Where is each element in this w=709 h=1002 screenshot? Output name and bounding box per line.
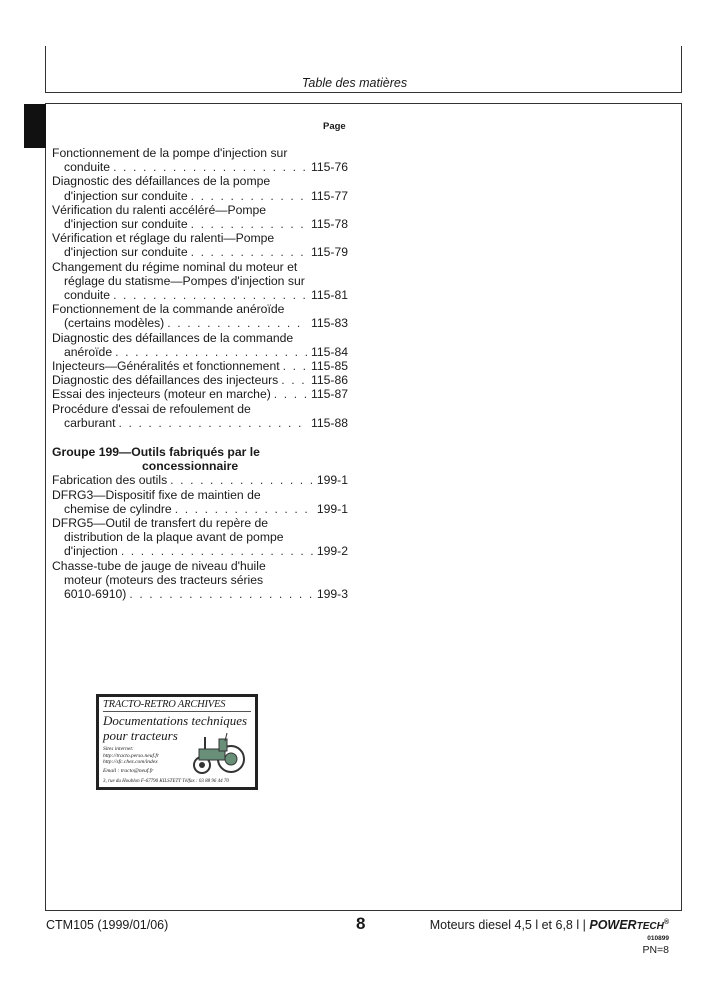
dot-leader <box>113 160 308 174</box>
toc-entry <box>52 559 348 602</box>
dot-leader <box>191 189 308 203</box>
engine-title <box>430 918 669 932</box>
toc-entry-line <box>52 488 348 502</box>
tractor-icon <box>191 731 249 775</box>
toc-entry-line <box>52 402 348 416</box>
toc-entry-text: Changement du régime nominal du moteur et <box>52 259 298 274</box>
dot-leader <box>274 387 308 401</box>
stamp-line2: pour tracteurs <box>103 728 178 743</box>
dot-leader <box>113 288 308 302</box>
toc-entry-page: 115-76 <box>310 160 348 175</box>
toc-entry-line <box>52 587 348 601</box>
toc-entry-line <box>52 302 348 316</box>
footer-rule <box>45 910 682 911</box>
page-title: Table des matières <box>301 76 408 90</box>
toc-entry <box>52 231 348 259</box>
toc-entry-text: Diagnostic des défaillances de la pompe <box>52 174 271 189</box>
toc-entry <box>52 331 348 359</box>
pn-code: PN=8 <box>642 944 669 956</box>
toc-entry-page: 199-1 <box>316 501 348 516</box>
stamp-title: TRACTO-RETRO ARCHIVES <box>103 699 251 712</box>
toc-entry <box>52 473 348 487</box>
dot-leader <box>115 345 308 359</box>
brand-logo: POWERTECH® <box>589 918 669 932</box>
toc-entry-line <box>52 559 348 573</box>
toc-entry-text: d'injection sur conduite <box>64 188 188 203</box>
toc-entry-page: 115-78 <box>310 217 348 232</box>
toc-entry-line <box>52 331 348 345</box>
toc-entry-text: moteur (moteurs des tracteurs séries <box>64 572 264 587</box>
right-border <box>681 103 682 910</box>
toc-entry <box>52 302 348 330</box>
toc-entry-text: 6010-6910) <box>64 587 127 602</box>
toc-entry-text: carburant <box>64 415 116 430</box>
toc-entry-text: Vérification du ralenti accéléré—Pompe <box>52 202 267 217</box>
toc-entry-page: 115-84 <box>310 344 348 359</box>
group-heading <box>52 445 348 473</box>
toc-entry-text: chemise de cylindre <box>64 501 172 516</box>
toc-entry-text: DFRG5—Outil de transfert du repère de <box>52 516 269 531</box>
toc-entry-text: conduite <box>64 160 111 175</box>
stamp-email: Email : tracto@neuf.fr <box>103 767 154 774</box>
toc-entry-line <box>52 373 348 387</box>
dot-leader <box>191 245 308 259</box>
section-tab-marker <box>24 104 46 148</box>
toc-entry-text: Diagnostic des défaillances des injecteurs <box>52 373 279 388</box>
toc-entry-line <box>52 231 348 245</box>
toc-entry-text: Essai des injecteurs (moteur en marche) <box>52 387 271 402</box>
toc-entry-line <box>52 160 348 174</box>
stamp-address: 3, rue du Houblon F-67790 KILSTETT Télfax : 03 88 96 44 70 <box>103 779 229 784</box>
stamp-url2: http://sfc.chez.com/index <box>103 759 158 765</box>
toc-entry <box>52 402 348 430</box>
toc-entry-text: (certains modèles) <box>64 316 165 331</box>
engine-text: Moteurs diesel 4,5 l et 6,8 l <box>429 918 580 932</box>
page-number: 8 <box>356 914 366 933</box>
toc-entry-page: 199-2 <box>316 544 348 559</box>
toc-entry <box>52 359 348 373</box>
toc-entry-line <box>52 387 348 401</box>
toc-entry-line <box>52 544 348 558</box>
toc-entry-text: Fabrication des outils <box>52 473 168 488</box>
dot-leader <box>191 217 308 231</box>
toc-entry-line <box>52 473 348 487</box>
toc-entry <box>52 516 348 559</box>
toc-entry-line <box>52 316 348 330</box>
toc-entry-text: Vérification et réglage du ralenti—Pompe <box>52 231 275 246</box>
toc-entry-text: anéroïde <box>64 344 113 359</box>
group-entries <box>52 473 348 601</box>
group-title-line1: Groupe 199—Outils fabriqués par le <box>52 445 260 460</box>
dot-leader <box>119 416 308 430</box>
toc-entry <box>52 373 348 387</box>
dot-leader <box>167 316 308 330</box>
toc-entry-page: 115-88 <box>310 415 348 430</box>
page-column-label: Page <box>323 121 346 132</box>
separator: | <box>582 918 590 932</box>
toc-entry-line <box>52 245 348 259</box>
toc-entry-text: Injecteurs—Généralités et fonctionnement <box>52 359 280 374</box>
toc-entry-line <box>52 260 348 274</box>
toc-entry-text: Chasse-tube de jauge de niveau d'huile <box>52 558 266 573</box>
revision-code: 010899 <box>647 935 669 942</box>
stamp-url1: http://tracto.perso.neuf.fr <box>103 752 160 759</box>
toc-entry-line <box>52 516 348 530</box>
toc-entry-text: d'injection sur conduite <box>64 217 188 232</box>
toc-entry <box>52 146 348 174</box>
table-of-contents <box>52 146 348 601</box>
toc-entry-text: d'injection <box>64 544 118 559</box>
toc-entry <box>52 488 348 516</box>
dot-leader <box>175 502 314 516</box>
toc-entry-text: conduite <box>64 288 111 303</box>
toc-entry-page: 115-87 <box>310 387 348 402</box>
body-top-rule <box>45 103 682 104</box>
toc-entry-line <box>52 345 348 359</box>
toc-entry-text: distribution de la plaque avant de pompe <box>64 530 284 545</box>
toc-entry <box>52 203 348 231</box>
toc-entry-line <box>52 416 348 430</box>
brand-tech: TECH <box>636 921 664 932</box>
dot-leader <box>281 373 308 387</box>
toc-entry <box>52 387 348 401</box>
toc-entry-text: Fonctionnement de la pompe d'injection sur <box>52 146 288 160</box>
toc-entry-text: réglage du statisme—Pompes d'injection sur <box>64 273 305 288</box>
group-title-line2: concessionnaire <box>142 459 239 474</box>
stamp-line1: Documentations techniques <box>103 713 248 728</box>
left-border <box>45 103 46 910</box>
stamp-sites-label: Sites internet: <box>103 746 134 752</box>
toc-entry-page: 115-77 <box>310 188 348 203</box>
toc-entry-line <box>52 359 348 373</box>
toc-entry-text: Diagnostic des défaillances de la commande <box>52 330 294 345</box>
toc-entry-line <box>52 530 348 544</box>
toc-entry-page: 199-3 <box>316 587 348 602</box>
toc-entry-text: DFRG3—Dispositif fixe de maintien de <box>52 487 261 502</box>
header-rule <box>45 92 682 93</box>
toc-entry-line <box>52 288 348 302</box>
dot-leader <box>170 473 314 487</box>
toc-entry-page: 115-79 <box>310 245 348 260</box>
toc-entry-page: 199-1 <box>316 473 348 488</box>
toc-entry-text: d'injection sur conduite <box>64 245 188 260</box>
toc-entry-page: 115-86 <box>310 373 348 388</box>
toc-entry-text: Fonctionnement de la commande anéroïde <box>52 302 285 317</box>
toc-entry <box>52 260 348 303</box>
dot-leader <box>129 587 313 601</box>
toc-entry-line <box>52 502 348 516</box>
toc-entry-page: 115-83 <box>310 316 348 331</box>
toc-entry-line <box>52 189 348 203</box>
dot-leader <box>121 544 314 558</box>
toc-entry-line <box>52 146 348 160</box>
toc-entry-line <box>52 217 348 231</box>
dot-leader <box>283 359 308 373</box>
toc-entry-line <box>52 274 348 288</box>
brand-power: POWER <box>589 918 637 932</box>
toc-entries <box>52 146 348 430</box>
archive-stamp <box>96 694 258 790</box>
toc-entry-line <box>52 174 348 188</box>
toc-entry-line <box>52 573 348 587</box>
toc-entry <box>52 174 348 202</box>
document-id: CTM105 (1999/01/06) <box>46 918 169 932</box>
toc-entry-line <box>52 203 348 217</box>
toc-entry-page: 115-81 <box>310 288 348 303</box>
toc-entry-text: Procédure d'essai de refoulement de <box>52 401 251 416</box>
toc-entry-page: 115-85 <box>310 359 348 374</box>
